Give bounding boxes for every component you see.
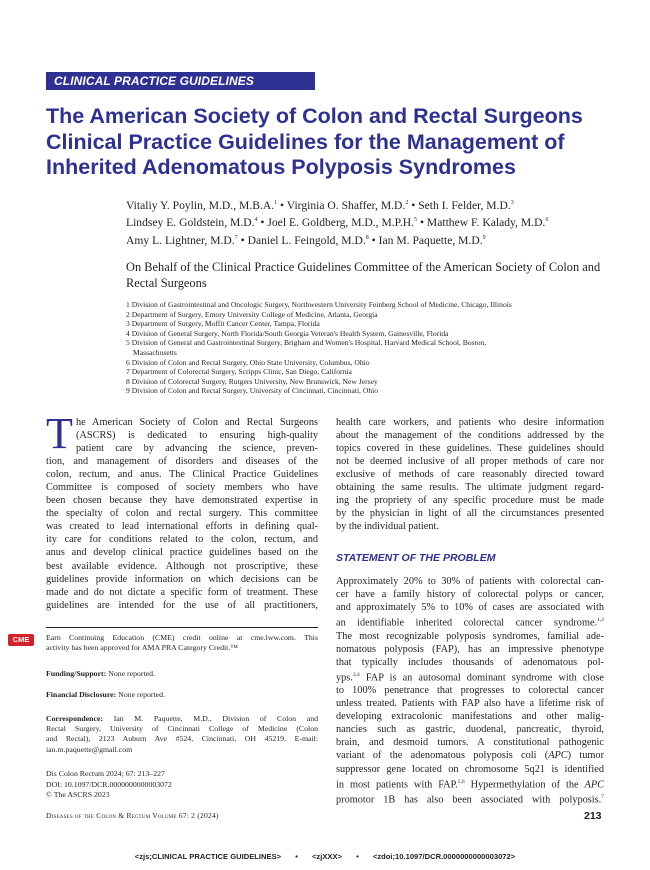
text-line: obtaining the same results. The ultimate judgment regard- (336, 482, 604, 494)
affiliation-list (126, 300, 606, 396)
reference-marker: 3,4 (352, 671, 360, 678)
disclosure-label: Financial Disclosure: (46, 690, 117, 699)
affiliation-item: 2 Department of Surgery, Emory University College of Medicine, Atlanta, Georgia (126, 309, 378, 319)
text-line: best available evidence. Although not proscriptive, these (46, 560, 318, 572)
affiliation-marker: 6 (545, 217, 549, 224)
affiliation-marker: 4 (254, 217, 258, 224)
author-list (126, 196, 626, 248)
article-title (46, 104, 621, 181)
text-line: developing extracolonic manifestations and other malig- (336, 711, 604, 723)
cme-badge: CME (8, 634, 34, 646)
doi-line: DOI: 10.1097/DCR.0000000000003072 (46, 779, 172, 789)
affiliation-item: 5 Division of General and Gastrointestinal Surgery, Brigham and Women's Hospital, Harvard Medical School, Boston, (126, 338, 487, 348)
text-line: nomatous polyposis (FAP), has an impressive phenotype (336, 643, 604, 655)
affiliation-marker: 8 (365, 234, 369, 241)
author-separator: • (371, 233, 376, 247)
funding-label: Funding/Support: (46, 669, 107, 678)
banner-label: CLINICAL PRACTICE GUIDELINES (54, 74, 254, 88)
text-line: (ASCRS) is dedicated to ensuring high-quality (76, 430, 318, 442)
reference-marker: 5,6 (457, 778, 465, 785)
text-line: been chosen because they have demonstrated expertise in (46, 495, 318, 507)
author-name: Vitaliy Y. Poylin, M.D., M.B.A. (126, 198, 275, 212)
tag-separator: • (356, 852, 359, 861)
affiliation-item: 3 Department of Surgery, Moffit Cancer Center, Tampa, Florida (126, 319, 320, 329)
text-line: by the physician in light of all the circumstances presented (336, 508, 604, 520)
text-fragment: in most patients with FAP. (336, 778, 458, 790)
footnote-divider (46, 627, 318, 628)
author-name: Lindsey E. Goldstein, M.D. (126, 216, 255, 230)
affiliation-marker: 7 (234, 234, 238, 241)
author-line (126, 196, 626, 213)
affiliation-marker: 1 (274, 200, 278, 206)
text-line: ing the propriety of any specific procedure must be made (336, 495, 604, 507)
intro-paragraph-continued (336, 416, 604, 533)
text-line (336, 614, 604, 629)
page-number: 213 (584, 810, 602, 822)
affiliation-item: 9 Division of Colon and Rectal Surgery, University of Cincinnati, Cincinnati, Ohio (126, 386, 379, 396)
section-heading: STATEMENT OF THE PROBLEM (336, 552, 496, 564)
text-fragment: variant of the adenomatous polyposis coli ( (336, 750, 549, 762)
on-behalf-statement: On Behalf of the Clinical Practice Guidelines Committee of the American Society of Colon and Rectal Surgeons (126, 260, 601, 290)
author-line (126, 231, 626, 248)
author-separator: • (411, 198, 416, 212)
author-separator: • (419, 216, 424, 230)
text-line (46, 714, 318, 724)
text-line (336, 791, 604, 806)
author-separator: • (280, 198, 285, 212)
text-line: he American Society of Colon and Rectal Surgeons (76, 417, 318, 428)
text-line: unless treated. Patients with FAP also have a lifetime risk of (336, 698, 604, 710)
text-line: Approximately 20% to 30% of patients with colorectal can- (336, 576, 604, 587)
text-line: made and do not dictate a specific form of treatment. These (46, 586, 318, 598)
author-name: Ian M. Paquette, M.D. (378, 233, 483, 247)
text-line: health care workers, and patients who desire information (336, 417, 604, 428)
affiliation-marker: 5 (414, 217, 418, 224)
text-line: The most recognizable polyposis syndromes, familial ade- (336, 630, 604, 642)
tag-section: <zjs;CLINICAL PRACTICE GUIDELINES> (134, 852, 282, 861)
text-line: activity has been approved for AMA PRA Category Credit.™ (46, 643, 238, 653)
tag-id: <zjXXX> (312, 852, 342, 861)
author-line (126, 213, 626, 230)
text-line: Rectal Surgery, University of Cincinnati College of Medicine (Colon (46, 724, 318, 734)
email-link[interactable]: ian.m.paquette@gmail.com (46, 744, 133, 754)
gene-name: APC (584, 778, 604, 790)
journal-footer-text: Diseases of the Colon & Rectum Volume 67: 2 (2024) (46, 811, 219, 820)
text-line: exclusive of methods of care reasonably directed toward (336, 469, 604, 481)
affiliation-item: 8 Division of Colorectal Surgery, Rutgers University, New Brunswick, New Jersey (126, 376, 378, 386)
text-line: Earn Continuing Education (CME) credit online at cme.lww.com. This (46, 633, 318, 642)
disclosure-text: None reported. (116, 690, 165, 699)
correspondence-label: Correspondence: (46, 714, 104, 723)
text-line: guidelines are intended for the use of all practitioners, (46, 599, 318, 611)
reference-marker: 1,2 (597, 617, 604, 624)
tag-separator: • (295, 852, 298, 861)
problem-paragraph (336, 575, 604, 806)
affiliation-item: 1 Division of Gastrointestinal and Oncologic Surgery, Northwestern University Feinberg School of Medicine, Chicago, Illinois (126, 300, 512, 309)
disclosure-note (46, 690, 318, 700)
tag-doi: <zdoi;10.1097/DCR.0000000000003072> (372, 852, 516, 861)
intro-paragraph (46, 409, 318, 612)
text-fragment: FAP is an autosomal dominant syndrome with close (359, 672, 604, 684)
funding-text: None reported. (106, 669, 155, 678)
author-name: Seth I. Felder, M.D. (418, 198, 511, 212)
text-line (336, 776, 604, 791)
production-tags (0, 852, 650, 861)
author-name: Virginia O. Shaffer, M.D. (286, 198, 406, 212)
affiliation-item: 7 Department of Colorectal Surgery, Scripps Clinic, San Diego, California (126, 367, 352, 377)
citation-line: Dis Colon Rectum 2024; 67: 213–227 (46, 769, 165, 778)
text-line: suppressor gene located on chromosome 5q21 is identified (336, 763, 604, 775)
text-line: topics covered in these guidelines. These guidelines should (336, 443, 604, 455)
text-line: anus and develop clinical practice guidelines based on the (46, 547, 318, 559)
author-name: Daniel L. Feingold, M.D. (247, 233, 366, 247)
text-line: that typically includes thousands of adenomatous pol- (336, 656, 604, 668)
text-line: ity care for conditions related to the colon, rectum, and (46, 534, 318, 546)
text-line: not be deemed inclusive of all proper methods of care nor (336, 456, 604, 468)
affiliation-marker: 9 (482, 234, 486, 241)
text-fragment: promotor 1B has also been associated with polyposis. (336, 794, 602, 806)
copyright-line: © The ASCRS 2023 (46, 790, 110, 799)
text-line: the specialty of colon and rectal surgery. This committee (46, 508, 318, 520)
text-fragment: an identifiable inherited colorectal cancer syndrome. (336, 617, 598, 629)
funding-note (46, 669, 318, 679)
text-line: cer have a family history of colorectal polyps or cancer, (336, 589, 604, 601)
correspondence-note (46, 714, 318, 755)
drop-cap: T (46, 409, 73, 458)
text-line: about the management of the conditions addressed by the (336, 430, 604, 442)
text-line: Committee is composed of society members who have (46, 482, 318, 494)
affiliation-item: 6 Division of Colon and Rectal Surgery, Ohio State University, Columbus, Ohio (126, 357, 370, 367)
text-line: to 100% penetrance that progresses to colorectal cancer (336, 685, 604, 697)
author-name: Amy L. Lightner, M.D. (126, 233, 235, 247)
text-line: patient care by advancing the science, preven- (76, 443, 318, 455)
section-banner (46, 72, 315, 90)
text-fragment: Hypermethylation of the (464, 778, 585, 790)
text-line: guidelines provide information on which decisions can be (46, 573, 318, 585)
text-line (336, 749, 604, 762)
text-fragment: ) tumor (567, 750, 604, 762)
author-name: Joel E. Goldberg, M.D., M.P.H. (267, 216, 415, 230)
reference-marker: 7 (601, 794, 604, 801)
text-line: and approximately 5% to 10% of cases are associated with (336, 602, 604, 614)
journal-footer (46, 811, 219, 820)
gene-name: APC (548, 750, 568, 762)
text-line: nancies such as gastric, duodenal, pancreatic, thyroid, (336, 724, 604, 736)
affiliation-marker: 2 (405, 200, 409, 206)
text-line: brain, and desmoid tumors. A constitutional pathogenic (336, 737, 604, 749)
text-line: colon, rectum, and anus. The Clinical Practice Guidelines (46, 469, 318, 481)
text-line: was created to lead international efforts in defining qual- (46, 521, 318, 533)
author-separator: • (260, 216, 265, 230)
citation-block (46, 769, 318, 801)
affiliation-item: 4 Division of General Surgery, North Florida/South Georgia Veteran's Health System, Gainesville, Florida (126, 328, 449, 338)
text-line (336, 669, 604, 684)
text-fragment: yps. (336, 672, 353, 684)
affiliation-item: Massachusetts (133, 347, 177, 357)
title-line: Inherited Adenomatous Polyposis Syndromes (46, 155, 516, 179)
author-separator: • (240, 233, 245, 247)
title-line: Clinical Practice Guidelines for the Management of (46, 129, 565, 154)
cme-note (46, 633, 318, 653)
text-line: by the individual patient. (336, 521, 439, 533)
text-line: tion, and management of disorders and diseases of the (46, 456, 318, 468)
affiliation-marker: 3 (510, 200, 514, 206)
title-line: The American Society of Colon and Rectal Surgeons (46, 104, 583, 128)
text-fragment: Ian M. Paquette, M.D., Division of Colon and (103, 714, 318, 723)
text-line: and Rectal), 2123 Auburn Ave #524, Cincinnati, OH 45219. E-mail: (46, 734, 318, 744)
author-name: Matthew F. Kalady, M.D. (426, 216, 546, 230)
